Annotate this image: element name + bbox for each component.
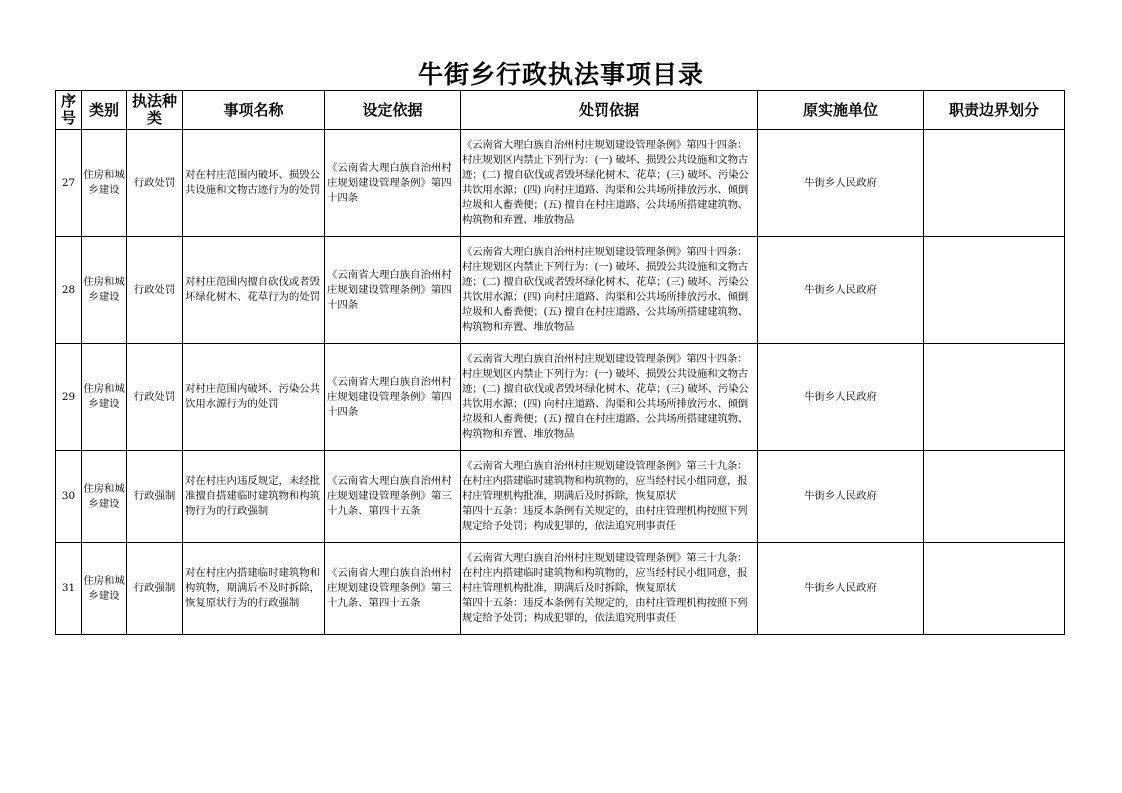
cell-unit: 牛街乡人民政府 — [758, 451, 924, 543]
cell-name: 对村庄范围内擅自砍伐或者毁坏绿化树木、花草行为的处罚 — [183, 237, 325, 344]
cell-unit: 牛街乡人民政府 — [758, 543, 924, 635]
enforcement-table — [55, 90, 1065, 635]
cell-seq: 29 — [56, 344, 82, 451]
cell-seq: 31 — [56, 543, 82, 635]
table-row — [56, 344, 1065, 451]
penalty-text-2: 第四十五条：违反本条例有关规定的，由村庄管理机构按照下列规定给予处罚；构成犯罪的，依法追究刑事责任 — [462, 505, 748, 532]
cell-basis: 《云南省大理白族自治州村庄规划建设管理条例》第四十四条 — [325, 237, 461, 344]
header-category: 类别 — [82, 91, 127, 130]
cell-duty — [924, 130, 1065, 237]
cell-type: 行政处罚 — [127, 130, 183, 237]
cell-name: 对在村庄范围内破坏、损毁公共设施和文物古迹行为的处罚 — [183, 130, 325, 237]
cell-penalty: 《云南省大理白族自治州村庄规划建设管理条例》第四十四条：村庄规划区内禁止下列行为：(一) 破坏、损毁公共设施和文物古迹；(二) 擅自砍伐或者毁坏绿化树木、花草；(三) 破坏、污染公共饮用水源；(四) 向村庄道路、沟渠和公共场所排放污水、倾倒垃圾和人畜粪便；(五) 擅自在村庄道路、公共场所搭建建筑物、构筑物和弃置、堆放物品 — [461, 344, 758, 451]
cell-basis: 《云南省大理白族自治州村庄规划建设管理条例》第三十九条、第四十五条 — [325, 543, 461, 635]
cell-name: 对村庄范围内破坏、污染公共饮用水源行为的处罚 — [183, 344, 325, 451]
header-basis: 设定依据 — [325, 91, 461, 130]
cell-category: 住房和城乡建设 — [82, 451, 127, 543]
penalty-text: 《云南省大理白族自治州村庄规划建设管理条例》第三十九条：在村庄内搭建临时建筑物和构筑物的，应当经村民小组同意，报村庄管理机构批准，期满后及时拆除，恢复原状 — [462, 460, 748, 502]
cell-category: 住房和城乡建设 — [82, 344, 127, 451]
cell-basis: 《云南省大理白族自治州村庄规划建设管理条例》第三十九条、第四十五条 — [325, 451, 461, 543]
table-row — [56, 237, 1065, 344]
header-name: 事项名称 — [183, 91, 325, 130]
cell-penalty — [461, 451, 758, 543]
header-unit: 原实施单位 — [758, 91, 924, 130]
cell-type: 行政处罚 — [127, 237, 183, 344]
cell-seq: 30 — [56, 451, 82, 543]
cell-duty — [924, 237, 1065, 344]
cell-basis: 《云南省大理白族自治州村庄规划建设管理条例》第四十四条 — [325, 344, 461, 451]
cell-type: 行政处罚 — [127, 344, 183, 451]
cell-type: 行政强制 — [127, 543, 183, 635]
header-penalty: 处罚依据 — [461, 91, 758, 130]
cell-unit: 牛街乡人民政府 — [758, 237, 924, 344]
cell-penalty: 《云南省大理白族自治州村庄规划建设管理条例》第四十四条：村庄规划区内禁止下列行为：(一) 破坏、损毁公共设施和文物古迹；(二) 擅自砍伐或者毁坏绿化树木、花草；(三) 破坏、污染公共饮用水源；(四) 向村庄道路、沟渠和公共场所排放污水、倾倒垃圾和人畜粪便；(五) 擅自在村庄道路、公共场所搭建建筑物、构筑物和弃置、堆放物品 — [461, 237, 758, 344]
cell-category: 住房和城乡建设 — [82, 130, 127, 237]
header-type: 执法种类 — [127, 91, 183, 130]
penalty-text-2: 第四十五条：违反本条例有关规定的，由村庄管理机构按照下列规定给予处罚；构成犯罪的，依法追究刑事责任 — [462, 597, 748, 624]
table-row — [56, 451, 1065, 543]
cell-seq: 28 — [56, 237, 82, 344]
table-row — [56, 543, 1065, 635]
penalty-text: 《云南省大理白族自治州村庄规划建设管理条例》第三十九条：在村庄内搭建临时建筑物和构筑物的，应当经村民小组同意，报村庄管理机构批准，期满后及时拆除，恢复原状 — [462, 552, 748, 594]
cell-category: 住房和城乡建设 — [82, 237, 127, 344]
cell-unit: 牛街乡人民政府 — [758, 130, 924, 237]
cell-duty — [924, 543, 1065, 635]
cell-name: 对在村庄内违反规定，未经批准擅自搭建临时建筑物和构筑物行为的行政强制 — [183, 451, 325, 543]
cell-unit: 牛街乡人民政府 — [758, 344, 924, 451]
cell-penalty: 《云南省大理白族自治州村庄规划建设管理条例》第四十四条：村庄规划区内禁止下列行为：(一) 破坏、损毁公共设施和文物古迹；(二) 擅自砍伐或者毁坏绿化树木、花草；(三) 破坏、污染公共饮用水源；(四) 向村庄道路、沟渠和公共场所排放污水、倾倒垃圾和人畜粪便；(五) 擅自在村庄道路、公共场所搭建建筑物、构筑物和弃置、堆放物品 — [461, 130, 758, 237]
header-duty: 职责边界划分 — [924, 91, 1065, 130]
page-title: 牛街乡行政执法事项目录 — [417, 60, 704, 89]
table-row — [56, 130, 1065, 237]
cell-category: 住房和城乡建设 — [82, 543, 127, 635]
cell-duty — [924, 451, 1065, 543]
cell-type: 行政强制 — [127, 451, 183, 543]
cell-duty — [924, 344, 1065, 451]
cell-name: 对在村庄内搭建临时建筑物和构筑物，期满后不及时拆除，恢复原状行为的行政强制 — [183, 543, 325, 635]
cell-penalty — [461, 543, 758, 635]
cell-seq: 27 — [56, 130, 82, 237]
table-header-row — [56, 91, 1065, 130]
cell-basis: 《云南省大理白族自治州村庄规划建设管理条例》第四十四条 — [325, 130, 461, 237]
header-seq: 序号 — [56, 91, 82, 130]
